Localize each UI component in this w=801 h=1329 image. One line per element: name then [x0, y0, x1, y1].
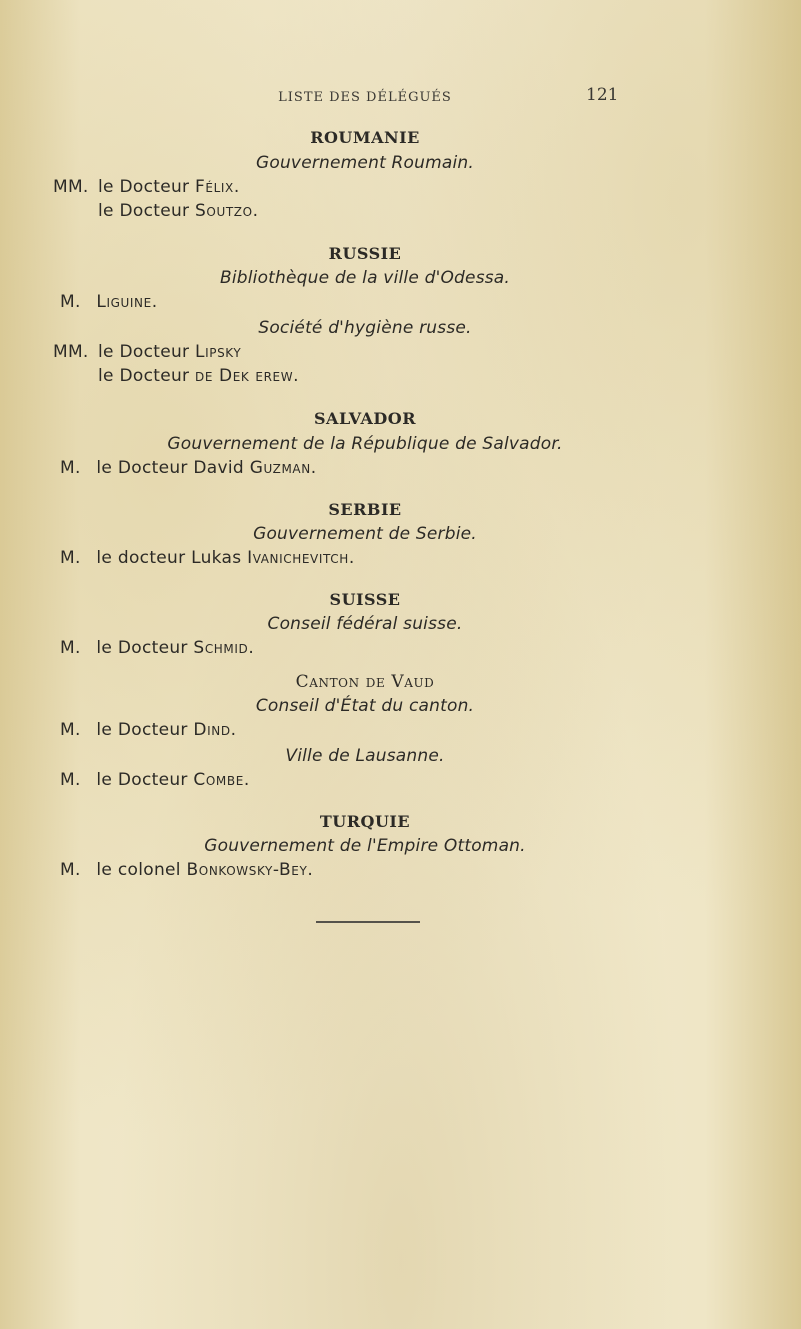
delegate-title: le Docteur: [98, 201, 196, 221]
delegate-prefix: M.: [60, 458, 81, 478]
section-heading-salvador: SALVADOR: [313, 409, 416, 428]
delegate-lipsky: [98, 342, 241, 362]
delegate-prefix: M.: [60, 548, 81, 568]
delegate-soutzo: [98, 201, 259, 221]
section-heading-serbie: SERBIE: [328, 500, 402, 519]
delegate-title: le docteur Lukas: [96, 548, 248, 568]
delegate-title: le Docteur David: [96, 458, 250, 478]
delegate-name: Dind.: [193, 720, 237, 740]
page-number: 121: [586, 85, 619, 105]
delegate-prefix: M.: [60, 292, 81, 312]
delegate-combe: [60, 770, 250, 790]
org-gouvernement-roumain: Gouvernement Roumain.: [255, 153, 475, 173]
delegate-title: le Docteur: [98, 342, 196, 362]
delegate-title: le Docteur: [96, 720, 194, 740]
section-heading-russie: RUSSIE: [328, 244, 402, 263]
delegate-name: Soutzo.: [195, 201, 259, 221]
org-societe-hygiene: Société d'hygiène russe.: [258, 318, 472, 338]
delegate-name: Combe.: [193, 770, 250, 790]
end-rule: [316, 921, 420, 923]
org-gouvernement-serbie: Gouvernement de Serbie.: [253, 524, 477, 544]
delegate-liguine: [60, 292, 158, 312]
delegate-name: de Dek erew.: [195, 366, 300, 386]
section-heading-roumanie: ROUMANIE: [310, 128, 420, 147]
delegate-name: Lipsky: [195, 342, 242, 362]
delegate-name: Guzman.: [249, 458, 317, 478]
delegate-prefix: MM.: [53, 177, 89, 197]
delegate-prefix: M.: [60, 720, 81, 740]
delegate-title: le Docteur: [96, 638, 194, 658]
running-title: LISTE DES DÉLÉGUÉS: [278, 90, 452, 105]
delegate-bonkowsky: [60, 860, 313, 880]
subheading-canton-vaud: Canton de Vaud: [295, 672, 435, 692]
delegate-title: le Docteur: [98, 177, 196, 197]
section-heading-turquie: TURQUIE: [319, 812, 411, 831]
delegate-line: [53, 342, 89, 362]
delegate-title: le colonel: [96, 860, 187, 880]
delegate-guzman: [60, 458, 317, 478]
delegate-title: le Docteur: [98, 366, 196, 386]
org-bibliotheque-odessa: Bibliothèque de la ville d'Odessa.: [219, 268, 511, 288]
delegate-felix: [98, 177, 240, 197]
section-heading-suisse: SUISSE: [329, 590, 401, 609]
delegate-ivanichevitch: [60, 548, 355, 568]
delegate-line: [53, 177, 89, 197]
delegate-schmid: [60, 638, 254, 658]
org-gouvernement-salvador: Gouvernement de la République de Salvador.: [167, 434, 563, 454]
org-conseil-etat: Conseil d'État du canton.: [255, 696, 475, 716]
delegate-name: Ivanichevitch.: [247, 548, 355, 568]
delegate-name: Liguine.: [96, 292, 158, 312]
delegate-dekterew: [98, 366, 299, 386]
delegate-prefix: M.: [60, 860, 81, 880]
delegate-prefix: M.: [60, 638, 81, 658]
delegate-title: le Docteur: [96, 770, 194, 790]
org-empire-ottoman: Gouvernement de l'Empire Ottoman.: [204, 836, 526, 856]
delegate-prefix: M.: [60, 770, 81, 790]
delegate-name: Bonkowsky-Bey.: [186, 860, 314, 880]
delegate-prefix: MM.: [53, 342, 89, 362]
delegate-dind: [60, 720, 237, 740]
delegate-name: Schmid.: [193, 638, 255, 658]
delegate-name: Félix.: [195, 177, 240, 197]
org-ville-lausanne: Ville de Lausanne.: [285, 746, 445, 766]
org-conseil-federal: Conseil fédéral suisse.: [267, 614, 463, 634]
